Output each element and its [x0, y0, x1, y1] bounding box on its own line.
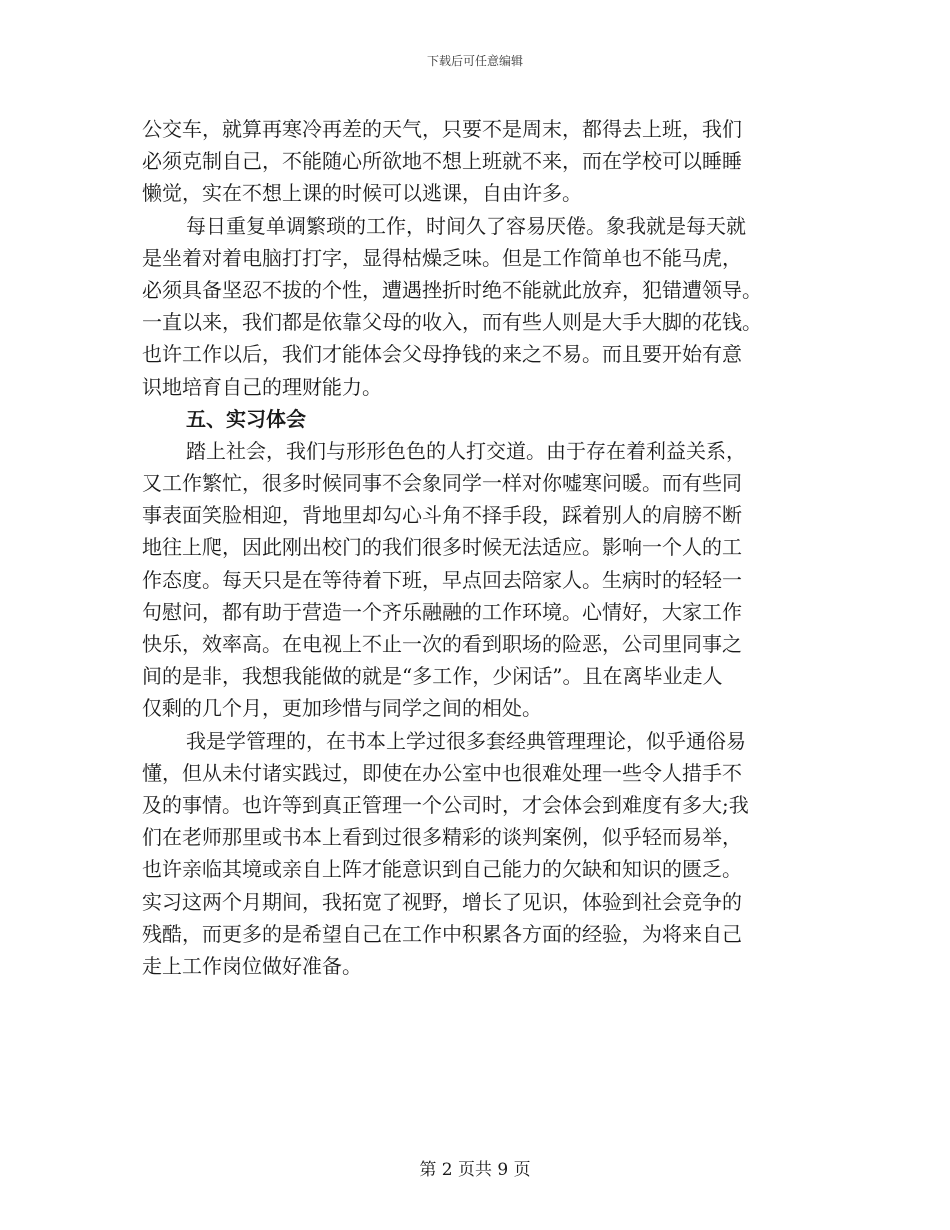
body-line: 公交车，就算再寒冷再差的天气，只要不是周末，都得去上班，我们 [142, 117, 742, 141]
page-header: 下载后可任意编辑 [426, 54, 523, 68]
body-line: 句慰问，都有助于营造一个齐乐融融的工作环境。心情好，大家工作 [142, 599, 742, 624]
body-line: 必须克制自己，不能随心所欲地不想上班就不来，而在学校可以睡睡 [142, 149, 742, 174]
body-line: 事表面笑脸相迎，背地里却勾心斗角不择手段，踩着别人的肩膀不断 [142, 503, 742, 528]
body-line: 也许工作以后，我们才能体会父母挣钱的来之不易。而且要开始有意 [142, 342, 742, 367]
body-line: 实习这两个月期间，我拓宽了视野，增长了见识，体验到社会竞争的 [142, 889, 742, 914]
body-line: 走上工作岗位做好准备。 [142, 953, 362, 978]
body-line: 快乐，效率高。在电视上不止一次的看到职场的险恶，公司里同事之 [142, 632, 742, 656]
body-line: 间的是非，我想我能做的就是“多工作，少闲话”。且在离毕业走人 [142, 664, 723, 689]
body-line: 也许亲临其境或亲自上阵才能意识到自己能力的欠缺和知识的匮乏。 [142, 857, 742, 882]
body-line: 是坐着对着电脑打打字，显得枯燥乏味。但是工作简单也不能马虎， [142, 245, 742, 270]
paragraph-first-line: 每日重复单调繁琐的工作，时间久了容易厌倦。象我就是每天就 [186, 213, 746, 238]
paragraph-first-line: 踏上社会，我们与形形色色的人打交道。由于存在着利益关系， [186, 438, 746, 463]
body-line: 必须具备坚忍不拔的个性，遭遇挫折时绝不能就此放弃，犯错遭领导。 [142, 277, 762, 302]
body-line: 仅剩的几个月，更加珍惜与同学之间的相处。 [142, 696, 542, 721]
body-line: 们在老师那里或书本上看到过很多精彩的谈判案例，似乎轻而易举， [142, 825, 742, 850]
body-line: 作态度。每天只是在等待着下班，早点回去陪家人。生病时的轻轻一 [142, 567, 742, 592]
page-number: 第 2 页共 9 页 [419, 1160, 531, 1180]
body-line: 又工作繁忙，很多时候同事不会象同学一样对你嘘寒问暖。而有些同 [142, 471, 742, 496]
paragraph-first-line: 我是学管理的，在书本上学过很多套经典管理理论，似乎通俗易 [186, 728, 746, 753]
body-line: 一直以来，我们都是依靠父母的收入，而有些人则是大手大脚的花钱。 [142, 310, 762, 335]
document-body [142, 113, 808, 982]
body-line: 懂，但从未付诸实践过，即使在办公室中也很难处理一些令人措手不 [142, 760, 742, 785]
body-line: 残酷，而更多的是希望自己在工作中积累各方面的经验，为将来自己 [142, 921, 742, 946]
body-line: 识地培育自己的理财能力。 [142, 374, 382, 399]
body-line: 及的事情。也许等到真正管理一个公司时，才会体会到难度有多大;我 [142, 792, 749, 817]
body-line: 懒觉，实在不想上课的时候可以逃课，自由许多。 [142, 181, 582, 206]
section-heading: 五、实习体会 [186, 406, 306, 431]
body-line: 地往上爬，因此刚出校门的我们很多时候无法适应。影响一个人的工 [142, 535, 742, 560]
